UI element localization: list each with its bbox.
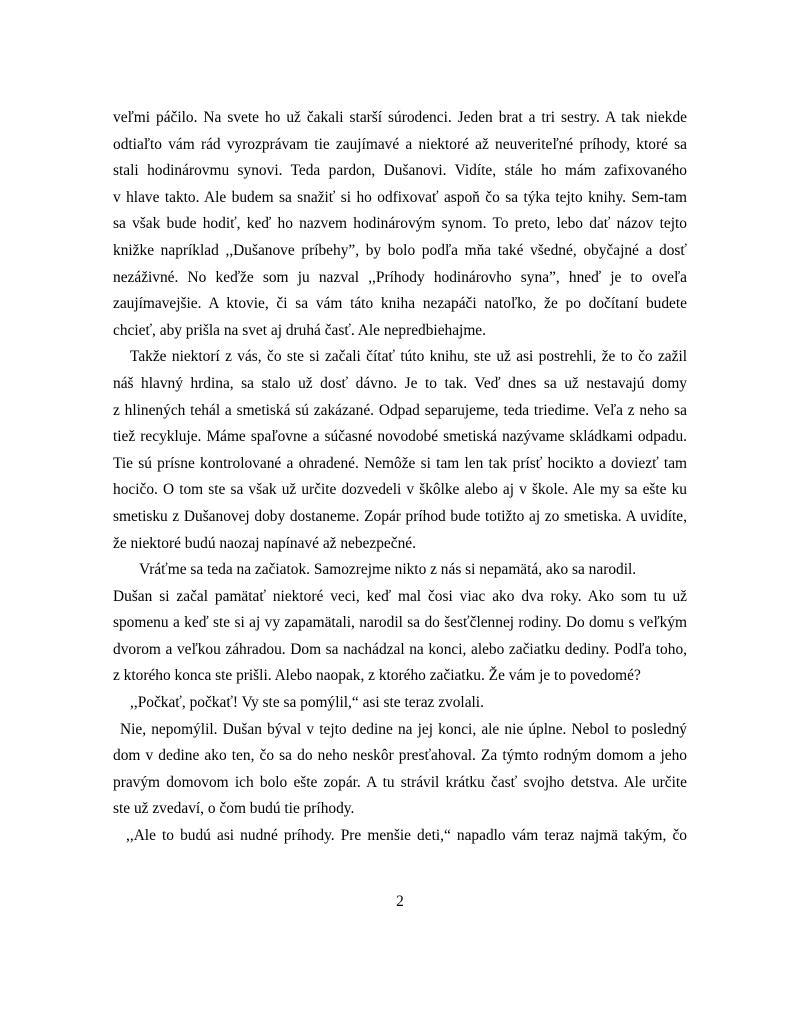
text-line: ste už zvedaví, o čom budú tie príhody.	[113, 800, 355, 818]
text-line: z ktorého konca ste prišli. Alebo naopak, z ktorého začiatku. Že vám je to povedomé?	[113, 667, 641, 685]
text-line: dvorom a veľkou záhradou. Dom sa nachádzal na konci, alebo začiatku dediny. Podľa toho,	[113, 640, 687, 658]
text-line: dom v dedine ako ten, čo sa do neho neskôr presťahoval. Za týmto rodným domom a jeho	[113, 747, 687, 765]
text-line: Tie sú prísne kontrolované a ohradené. Nemôže si tam len tak prísť hocikto a doviezť tam	[113, 454, 687, 472]
text-line: hocičo. O tom ste sa však už určite dozvedeli v škôlke alebo aj v škole. Ale my sa ešte ku	[113, 481, 687, 499]
text-line: knižke napríklad ,,Dušanove príbehy”, by bolo podľa mňa také všedné, obyčajné a dosť	[113, 241, 687, 259]
text-line: ,,Ale to budú asi nudné príhody. Pre menšie deti,“ napadlo vám teraz najmä takým, čo	[126, 827, 687, 845]
text-line: ,,Počkať, počkať! Vy ste sa pomýlil,“ asi ste teraz zvolali.	[130, 694, 484, 712]
body-text	[113, 105, 687, 850]
text-line: že niektoré budú naozaj napínavé až nebezpečné.	[113, 534, 416, 552]
text-line: Dušan si začal pamätať niektoré veci, keď mal čosi viac ako dva roky. Ako som tu už	[113, 587, 687, 605]
text-line: zaujímavejšie. A ktovie, či sa vám táto kniha nezapáči natoľko, že po dočítaní budete	[113, 295, 687, 313]
text-line: Nie, nepomýlil. Dušan býval v tejto dedine na jej konci, ale nie úplne. Nebol to posledný	[120, 720, 687, 738]
text-line: nezáživné. No keďže som ju nazval ,,Príhody hodinárovho syna”, hneď je to oveľa	[113, 268, 687, 286]
text-line: náš hlavný hrdina, sa stalo už dosť dávno. Je to tak. Veď dnes sa už nestavajú domy	[113, 374, 687, 392]
text-line: z hlinených tehál a smetiská sú zakázané. Odpad separujeme, teda triedime. Veľa z neho sa	[113, 401, 687, 419]
page-number: 2	[396, 893, 404, 910]
text-line: stali hodinárovmu synovi. Teda pardon, Dušanovi. Vidíte, stále ho mám zafixovaného	[113, 162, 687, 180]
text-line: v hlave takto. Ale budem sa snažiť si ho odfixovať aspoň čo sa týka tejto knihy. Sem-tam	[113, 188, 687, 206]
text-line: odtiaľto vám rád vyrozprávam tie zaujímavé a niektoré až neuveriteľné príhody, ktoré sa	[113, 135, 687, 153]
text-line: smetisku z Dušanovej doby dostaneme. Zopár príhod bude totižto aj zo smetiska. A uvidíte,	[113, 507, 687, 525]
text-line: tiež recykluje. Máme spaľovne a súčasné novodobé smetiská nazývame skládkami odpadu.	[113, 428, 687, 446]
text-line: spomenu a keď ste si aj vy zapamätali, narodil sa do šesťčlennej rodiny. Do domu s veľkým	[113, 614, 687, 632]
text-line: chcieť, aby prišla na svet aj druhá časť. Ale nepredbiehajme.	[113, 321, 486, 339]
text-line: Vráťme sa teda na začiatok. Samozrejme nikto z nás si nepamätá, ako sa narodil.	[139, 561, 637, 579]
text-line: pravým domovom ich bolo ešte zopár. A tu strávil krátku časť svojho detstva. Ale určite	[113, 773, 687, 791]
text-line: Takže niektorí z vás, čo ste si začali čítať túto knihu, ste už asi postrehli, že to čo zažil	[130, 348, 687, 366]
text-line: sa však bude hodiť, keď ho nazvem hodinárovým synom. To preto, lebo dať názov tejto	[113, 215, 687, 233]
text-line: veľmi páčilo. Na svete ho už čakali starší súrodenci. Jeden brat a tri sestry. A tak niekde	[113, 109, 687, 126]
